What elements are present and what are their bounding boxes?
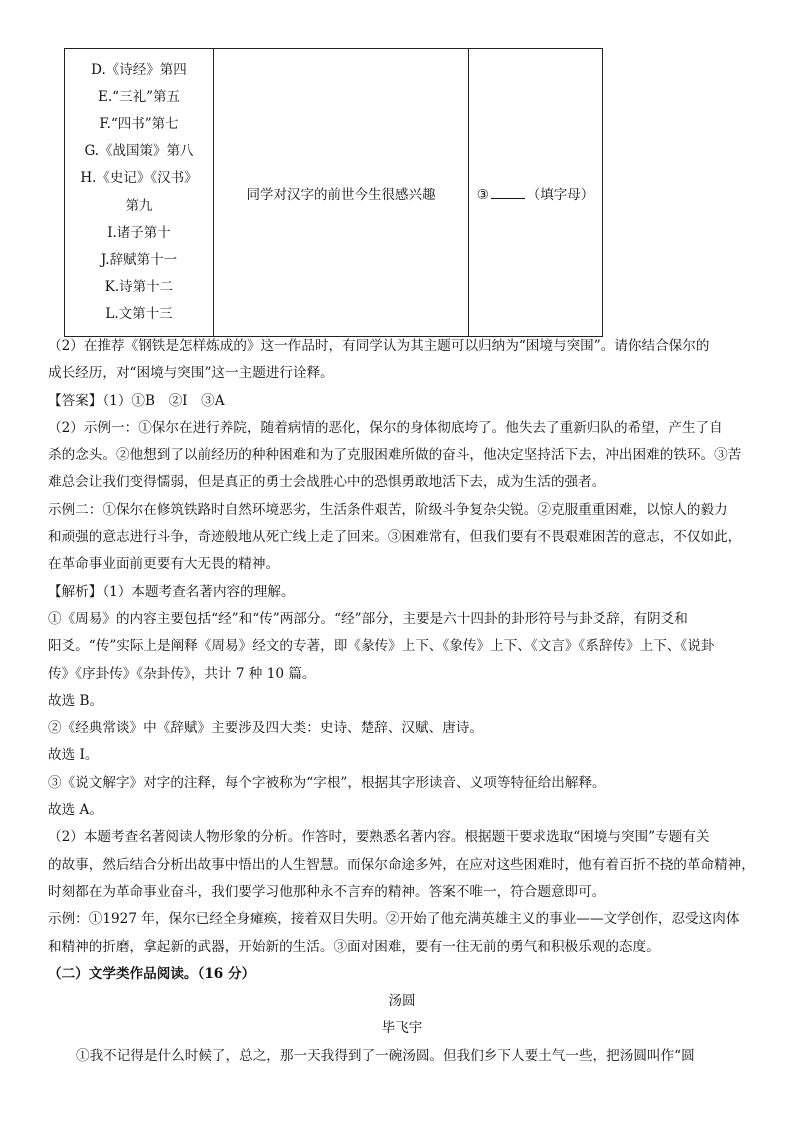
blank-hint: （填字母）	[526, 186, 595, 203]
text-line: 故选 A。	[48, 802, 103, 819]
text-line: ③《说文解字》对字的注释，每个字被称为“字根”，根据其字形读音、义项等特征给出解释。	[48, 774, 606, 791]
text-line: 时刻都在为革命事业奋斗，我们要学习他那种永不言弃的精神。答案不唯一，符合题意即可。	[48, 883, 606, 900]
text-line: 成长经历，对“困境与突围”这一主题进行诠释。	[48, 365, 334, 382]
blank-number: ③	[476, 186, 489, 203]
table-row	[65, 49, 603, 337]
essay-paragraph: ①我不记得是什么时候了，总之，那一天我得到了一碗汤圆。但我们乡下人要土气一些，把汤圆叫作“圆	[76, 1047, 695, 1064]
text-line: 示例：①1927 年，保尔已经全身瘫痪，接着双目失明。②开始了他充满英雄主义的事业——文学创作，忍受这肉体	[48, 911, 740, 928]
answer-heading: 【答案】（1）①B ②I ③A	[48, 392, 225, 409]
text-line: 和精神的折磨，拿起新的武器，开始新的生活。③面对困难，要有一往无前的勇气和积极乐观的态度。	[48, 938, 660, 955]
text-line: 杀的念头。②他想到了以前经历的种种困难和为了克服困难所做的奋斗，他决定坚持活下去，冲出困难的铁环。③苦	[48, 447, 742, 464]
text-line: 传》《序卦传》《杂卦传》，共计 7 种 10 篇。	[48, 665, 316, 682]
option-item: J.辞赋第十一	[100, 251, 178, 268]
option-item: F.“四书”第七	[99, 115, 179, 132]
text-line: ①《周易》的内容主要包括“经”和“传”两部分。“经”部分，主要是六十四卦的卦形符号与卦爻辞，有阴爻和	[48, 610, 688, 627]
text-line: （2）示例一：①保尔在进行养院，随着病情的恶化，保尔的身体彻底垮了。他失去了重新归队的希望，产生了自	[48, 419, 723, 436]
option-item: I.诸子第十	[107, 224, 171, 241]
text-line: ②《经典常谈》中《辞赋》主要涉及四大类：史诗、楚辞、汉赋、唐诗。	[48, 720, 483, 737]
option-item: G.《战国策》第八	[84, 143, 194, 160]
document-body	[48, 333, 756, 1070]
text-line: 示例二：①保尔在修筑铁路时自然环境恶劣，生活条件艰苦，阶级斗争复杂尖锐。②克服重重困难，以惊人的毅力	[48, 501, 728, 518]
essay-title: 汤圆	[388, 993, 416, 1010]
section-heading: （二）文学类作品阅读。（16 分）	[48, 965, 256, 982]
option-item: L.文第十三	[105, 306, 173, 323]
essay-author: 毕飞宇	[381, 1020, 423, 1037]
text-line: 的故事，然后结合分析出故事中悟出的人生智慧。而保尔命途多舛，在应对这些困难时，他有着百折不挠的革命精神，	[48, 856, 755, 873]
interest-cell: 同学对汉字的前世今生很感兴趣	[214, 49, 469, 337]
option-item: D.《诗经》第四	[91, 61, 187, 78]
option-item: E.“三礼”第五	[98, 88, 180, 105]
text-line: （2）本题考查名著阅读人物形象的分析。作答时，要熟悉名著内容。根据题干要求选取“困境与突围”专题有关	[48, 829, 710, 846]
text-line: （2）在推荐《钢铁是怎样炼成的》这一作品时，有同学认为其主题可以归纳为“困境与突围”。请你结合保尔的	[48, 338, 710, 354]
text-line: 难总会让我们变得懦弱，但是真正的勇士会战胜心中的恐惧勇敢地活下去，成为生活的强者。	[48, 474, 606, 491]
answer-table	[64, 48, 603, 337]
options-cell	[65, 49, 214, 337]
text-line: 故选 I。	[48, 747, 99, 764]
fill-blank-cell	[469, 49, 603, 337]
text-line: 在革命事业面前更要有大无畏的精神。	[48, 556, 280, 573]
option-item: K.诗第十二	[104, 279, 174, 296]
text-line: 阳爻。“传”实际上是阐释《周易》经文的专著，即《彖传》上下、《象传》上下、《文言》《系辞传》上下、《说卦	[48, 638, 715, 655]
option-item: 第九	[125, 197, 153, 214]
text-line: 和顽强的意志进行斗争，奇迹般地从死亡线上走了回来。③困难常有，但我们要有不畏艰难困苦的意志，不仅如此，	[48, 529, 742, 546]
text-line: 故选 B。	[48, 692, 104, 709]
option-item: H.《史记》《汉书》	[80, 170, 198, 187]
blank-line	[491, 186, 525, 199]
analysis-heading: 【解析】（1）本题考查名著内容的理解。	[48, 583, 295, 600]
